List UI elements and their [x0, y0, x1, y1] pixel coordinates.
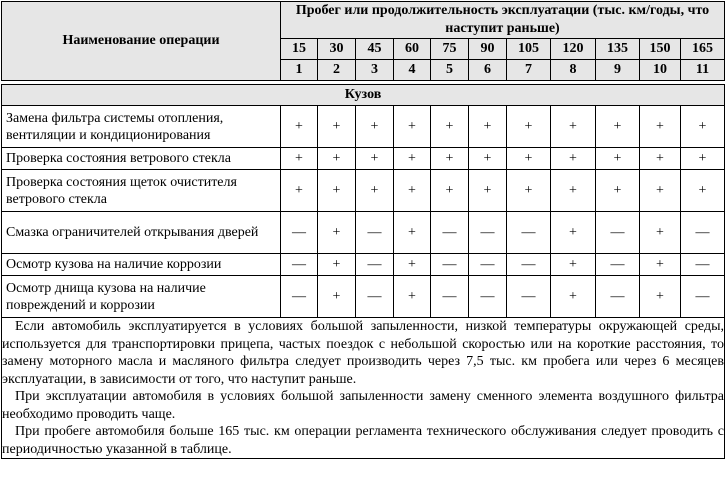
schedule-mark: + — [394, 148, 431, 170]
schedule-mark: + — [431, 170, 469, 212]
schedule-mark: + — [469, 106, 507, 148]
schedule-mark: + — [318, 254, 356, 276]
operation-name: Осмотр кузова на наличие коррозии — [2, 254, 281, 276]
schedule-mark: — — [596, 254, 640, 276]
mileage-cell: 105 — [507, 39, 551, 60]
schedule-mark: + — [640, 106, 681, 148]
mileage-cell: 150 — [640, 39, 681, 60]
schedule-mark: + — [281, 148, 318, 170]
schedule-mark: + — [551, 106, 596, 148]
schedule-mark: — — [281, 212, 318, 254]
operation-row — [2, 254, 725, 276]
schedule-mark: + — [394, 170, 431, 212]
operation-name: Замена фильтра системы отопления, вентиляции и кондиционирования — [2, 106, 281, 148]
schedule-mark: + — [318, 170, 356, 212]
operation-row — [2, 212, 725, 254]
schedule-mark: + — [431, 148, 469, 170]
index-cell: 1 — [281, 60, 318, 81]
index-cell: 7 — [507, 60, 551, 81]
schedule-mark: + — [640, 276, 681, 318]
mileage-cell: 15 — [281, 39, 318, 60]
section-title: Кузов — [2, 85, 725, 106]
notes-block — [2, 318, 725, 459]
schedule-mark: + — [640, 170, 681, 212]
operation-name-header: Наименование операции — [2, 2, 281, 81]
mileage-cell: 120 — [551, 39, 596, 60]
schedule-mark: — — [356, 254, 394, 276]
schedule-mark: + — [551, 254, 596, 276]
schedule-mark: + — [596, 170, 640, 212]
schedule-mark: + — [551, 170, 596, 212]
mileage-cell: 30 — [318, 39, 356, 60]
schedule-mark: + — [596, 106, 640, 148]
schedule-mark: + — [640, 148, 681, 170]
schedule-mark: + — [394, 276, 431, 318]
index-cell: 9 — [596, 60, 640, 81]
schedule-mark: + — [551, 212, 596, 254]
schedule-mark: + — [507, 148, 551, 170]
index-cell: 4 — [394, 60, 431, 81]
schedule-mark: — — [356, 276, 394, 318]
operation-name: Смазка ограничителей открывания дверей — [2, 212, 281, 254]
mileage-cell: 75 — [431, 39, 469, 60]
schedule-mark: + — [281, 170, 318, 212]
operation-row — [2, 276, 725, 318]
schedule-mark: + — [551, 276, 596, 318]
operation-name: Проверка состояния щеток очистителя ветрового стекла — [2, 170, 281, 212]
maintenance-schedule — [1, 1, 724, 499]
schedule-mark: — — [681, 254, 725, 276]
mileage-cell: 45 — [356, 39, 394, 60]
schedule-mark: + — [394, 106, 431, 148]
schedule-mark: — — [281, 254, 318, 276]
index-cell: 10 — [640, 60, 681, 81]
schedule-mark: — — [507, 276, 551, 318]
index-cell: 8 — [551, 60, 596, 81]
schedule-mark: + — [356, 106, 394, 148]
schedule-mark: — — [431, 212, 469, 254]
note-paragraph: Если автомобиль эксплуатируется в условиях большой запыленности, низкой температуры окружающей среды, используется для транспортировки прицепа, частых поездок с небольшой скоростью или на короткие расстояния, то замену моторного масла и масляного фильтра следует производить через 7,5 тыс. км пробега или через 6 месяцев эксплуатации, в зависимости от того, что наступит раньше. — [2, 319, 724, 387]
schedule-mark: — — [431, 254, 469, 276]
schedule-mark: + — [640, 254, 681, 276]
index-cell: 11 — [681, 60, 725, 81]
schedule-mark: — — [596, 212, 640, 254]
schedule-mark: + — [318, 276, 356, 318]
mileage-header: Пробег или продолжительность эксплуатации (тыс. км/годы, что наступит раньше) — [281, 2, 725, 39]
schedule-mark: — — [596, 276, 640, 318]
schedule-mark: + — [318, 148, 356, 170]
schedule-mark: + — [507, 170, 551, 212]
schedule-mark: + — [551, 148, 596, 170]
schedule-mark: + — [356, 148, 394, 170]
schedule-mark: — — [507, 212, 551, 254]
operation-row — [2, 106, 725, 148]
schedule-mark: — — [281, 276, 318, 318]
operation-name: Проверка состояния ветрового стекла — [2, 148, 281, 170]
maintenance-table — [1, 1, 725, 459]
schedule-mark: + — [681, 106, 725, 148]
note-paragraph: При пробеге автомобиля больше 165 тыс. км операции регламента технического обслуживания следует проводить с периодичностью указанной в таблице. — [2, 424, 724, 457]
index-cell: 6 — [469, 60, 507, 81]
operation-name: Осмотр днища кузова на наличие повреждений и коррозии — [2, 276, 281, 318]
schedule-mark: + — [356, 170, 394, 212]
index-cell: 5 — [431, 60, 469, 81]
schedule-mark: — — [681, 212, 725, 254]
mileage-cell: 60 — [394, 39, 431, 60]
operations-body — [2, 106, 725, 318]
schedule-mark: + — [431, 106, 469, 148]
schedule-mark: — — [469, 276, 507, 318]
mileage-cell: 135 — [596, 39, 640, 60]
operation-row — [2, 170, 725, 212]
schedule-mark: + — [469, 148, 507, 170]
mileage-cell: 90 — [469, 39, 507, 60]
schedule-mark: + — [507, 106, 551, 148]
schedule-mark: — — [431, 276, 469, 318]
schedule-mark: — — [356, 212, 394, 254]
schedule-mark: + — [469, 170, 507, 212]
schedule-mark: + — [318, 106, 356, 148]
schedule-mark: — — [469, 212, 507, 254]
schedule-mark: + — [318, 212, 356, 254]
index-cell: 3 — [356, 60, 394, 81]
mileage-cell: 165 — [681, 39, 725, 60]
operation-row — [2, 148, 725, 170]
schedule-mark: + — [394, 254, 431, 276]
schedule-mark: + — [681, 148, 725, 170]
index-cell: 2 — [318, 60, 356, 81]
schedule-mark: + — [596, 148, 640, 170]
schedule-mark: + — [281, 106, 318, 148]
schedule-mark: — — [469, 254, 507, 276]
schedule-mark: + — [640, 212, 681, 254]
schedule-mark: — — [681, 276, 725, 318]
note-paragraph: При эксплуатации автомобиля в условиях большой запыленности замену сменного элемента воздушного фильтра необходимо проводить чаще. — [2, 389, 724, 422]
schedule-mark: + — [681, 170, 725, 212]
schedule-mark: — — [507, 254, 551, 276]
schedule-mark: + — [394, 212, 431, 254]
